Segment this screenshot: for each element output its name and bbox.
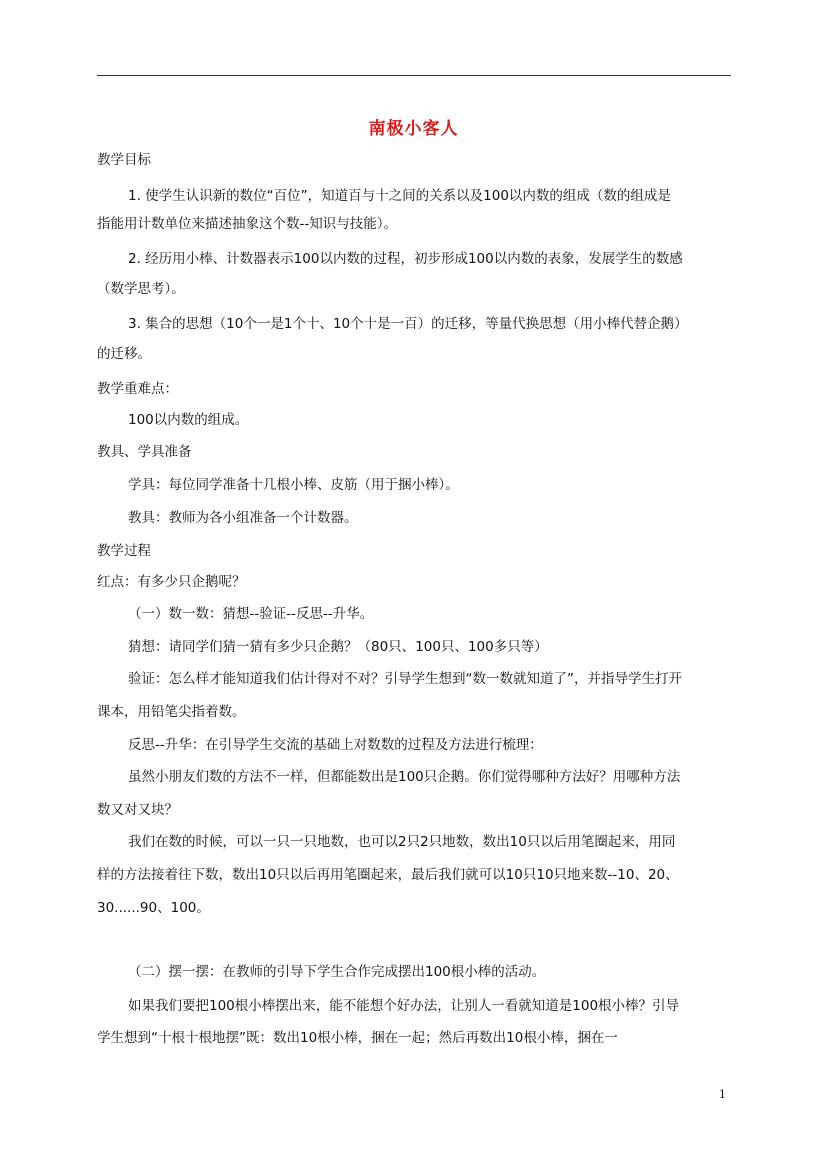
text-line: 样的方法接着往下数，数出10只以后再用笔圈起来，最后我们就可以10只10只地来数--10、20、 — [97, 867, 679, 883]
text-line: 验证：怎么样才能知道我们估计得对不对？引导学生想到“数一数就知道了”，并指导学生打开 — [128, 671, 682, 687]
text-line: 100以内数的组成。 — [128, 412, 249, 428]
text-line: 教学过程 — [97, 543, 151, 559]
text-line: 反思--升华：在引导学生交流的基础上对数数的过程及方法进行梳理： — [128, 737, 543, 753]
text-line: 猜想：请同学们猜一猜有多少只企鹅？（80只、100只、100多只等） — [128, 639, 548, 655]
text-line: 3. 集合的思想（10个一是1个十、10个十是一百）的迁移，等量代换思想（用小棒代替企鹅） — [128, 316, 688, 332]
header-rule — [97, 75, 731, 76]
text-line: 2. 经历用小棒、计数器表示100以内数的过程，初步形成100以内数的表象，发展学生的数感 — [128, 251, 683, 267]
text-line: 教具：教师为各小组准备一个计数器。 — [128, 510, 358, 526]
text-line: 虽然小朋友们数的方法不一样，但都能数出是100只企鹅。你们觉得哪种方法好？用哪种方法 — [128, 769, 681, 785]
text-line: 的迁移。 — [97, 346, 151, 362]
text-line: 教具、学具准备 — [97, 444, 192, 460]
text-line: （数学思考）。 — [97, 281, 185, 297]
text-line: 学生想到“十根十根地摆”既：数出10根小棒，捆在一起；然后再数出10根小棒，捆在一 — [97, 1030, 618, 1046]
text-line: 学具：每位同学准备十几根小棒、皮筋（用于捆小棒）。 — [128, 477, 459, 493]
text-line: 30......90、100。 — [97, 900, 210, 916]
text-line: 1. 使学生认识新的数位“百位”，知道百与十之间的关系以及100以内数的组成（数的组成是 — [128, 188, 671, 204]
document-title: 南极小客人 — [368, 119, 459, 139]
page-number: 1 — [719, 1088, 726, 1101]
text-line: 红点：有多少只企鹅呢？ — [97, 574, 246, 590]
text-line: 如果我们要把100根小棒摆出来，能不能想个好办法，让别人一看就知道是100根小棒？引导 — [128, 998, 680, 1014]
text-line: 我们在数的时候，可以一只一只地数，也可以2只2只地数，数出10只以后用笔圈起来，用同 — [128, 834, 676, 850]
text-line: 指能用计数单位来描述抽象这个数--知识与技能）。 — [97, 216, 397, 232]
text-line: 数又对又块？ — [97, 802, 178, 818]
text-line: （二）摆一摆：在教师的引导下学生合作完成摆出100根小棒的活动。 — [128, 964, 546, 980]
text-line: 教学目标 — [97, 152, 151, 168]
text-line: （一）数一数：猜想--验证--反思--升华。 — [128, 606, 374, 622]
text-line: 课本，用铅笔尖指着数。 — [97, 704, 246, 720]
text-line: 教学重难点： — [97, 381, 178, 397]
